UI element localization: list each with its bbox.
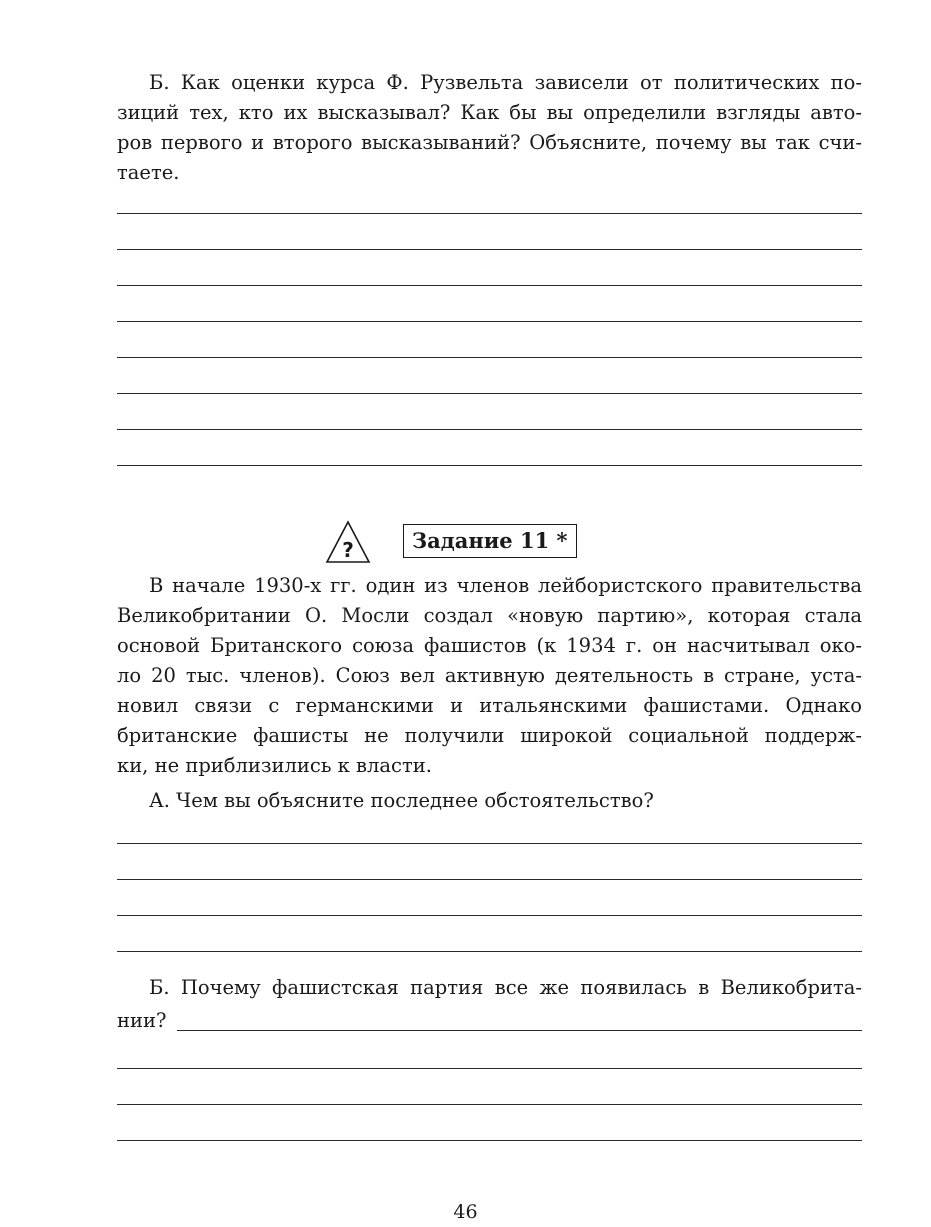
task-text <box>117 571 862 781</box>
question-b2-line: нии? <box>117 1009 167 1032</box>
answer-line[interactable] <box>117 843 862 844</box>
answer-line[interactable] <box>117 951 862 952</box>
question-b-line: таете. <box>117 161 180 184</box>
question-warning-triangle-icon <box>325 520 371 564</box>
answer-line[interactable] <box>117 1068 862 1069</box>
answer-line[interactable] <box>117 1104 862 1105</box>
task-text-line: новил связи с германскими и итальянскими фашистами. Однако <box>117 694 862 717</box>
question-b2-line: Б. Почему фашистская партия все же появилась в Великобрита- <box>149 976 862 999</box>
question-b-line: Б. Как оценки курса Ф. Рузвельта зависели от политических по- <box>149 71 862 94</box>
task-text-line: Великобритании О. Мосли создал «новую партию», которая стала <box>117 604 862 627</box>
question-b-line: зиций тех, кто их высказывал? Как бы вы определили взгляды авто- <box>117 101 862 124</box>
answer-line[interactable] <box>117 879 862 880</box>
task-text-line: ки, не приблизились к власти. <box>117 754 432 777</box>
question-b-britain <box>117 973 862 1003</box>
question-b-line: ров первого и второго высказываний? Объясните, почему вы так счи- <box>117 131 862 154</box>
answer-line[interactable] <box>117 213 862 214</box>
task-text-line: основой Британского союза фашистов (к 1934 г. он насчитывал око- <box>117 634 862 657</box>
question-b-roosevelt <box>117 68 862 188</box>
answer-line[interactable] <box>117 321 862 322</box>
svg-text:?: ? <box>342 538 354 562</box>
task-text-line: ло 20 тыс. членов). Союз вел активную деятельность в стране, уста- <box>117 664 862 687</box>
answer-line[interactable] <box>117 429 862 430</box>
task-title: Задание 11 * <box>403 524 577 558</box>
answer-line[interactable] <box>117 357 862 358</box>
answer-line[interactable] <box>117 393 862 394</box>
question-a <box>117 786 862 816</box>
answer-line[interactable] <box>177 1030 862 1031</box>
answer-line[interactable] <box>117 915 862 916</box>
question-b2-inline-row <box>117 1006 862 1036</box>
answer-line[interactable] <box>117 1140 862 1141</box>
answer-line[interactable] <box>117 465 862 466</box>
task-text-line: британские фашисты не получили широкой социальной поддерж- <box>117 724 862 747</box>
task-text-line: В начале 1930-х гг. один из членов лейбористского правительства <box>149 574 862 597</box>
page-number: 46 <box>453 1201 478 1223</box>
answer-line[interactable] <box>117 249 862 250</box>
question-a-text: А. Чем вы объясните последнее обстоятельство? <box>149 789 654 812</box>
answer-line[interactable] <box>117 285 862 286</box>
